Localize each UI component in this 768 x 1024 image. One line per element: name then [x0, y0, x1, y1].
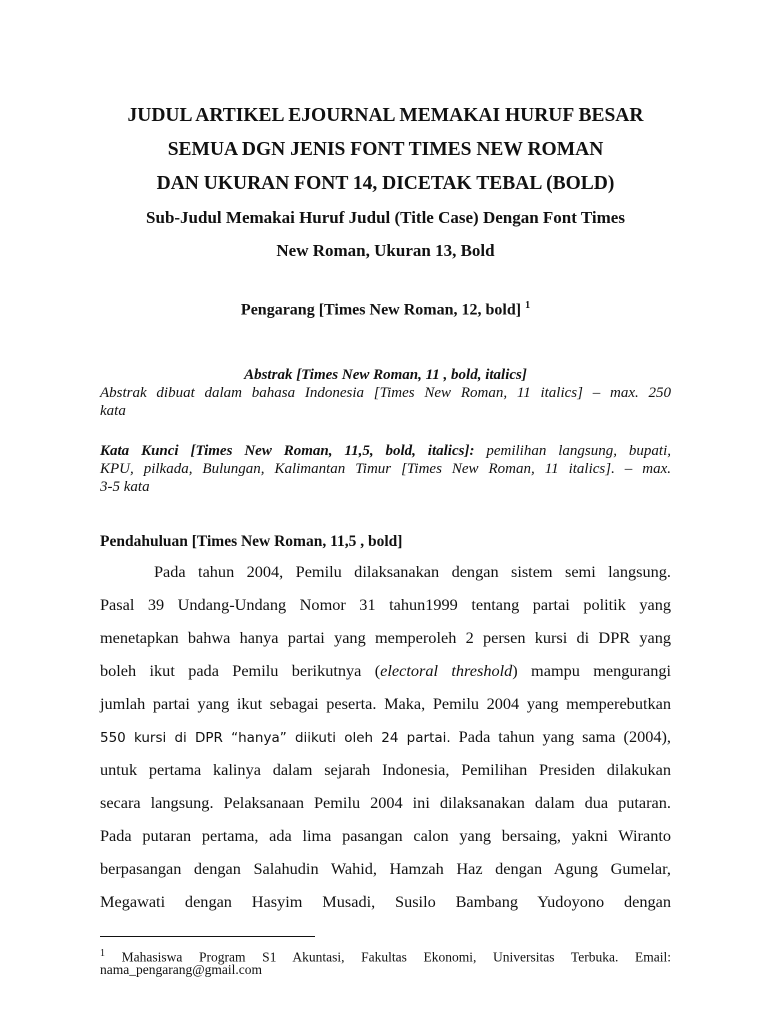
footnote-ref: 1: [525, 300, 531, 311]
body-line: 550 kursi di DPR “hanya” diikuti oleh 24 partai. Pada tahun yang sama (2004),: [100, 727, 671, 746]
body-line: Pasal 39 Undang-Undang Nomor 31 tahun1999 tentang partai politik yang: [100, 595, 671, 614]
subtitle-line: New Roman, Ukuran 13, Bold: [276, 241, 495, 260]
title-line: JUDUL ARTIKEL EJOURNAL MEMAKAI HURUF BESAR: [127, 105, 644, 126]
keywords-line: KPU, pilkada, Bulungan, Kalimantan Timur [Times New Roman, 11 italics]. – max.: [100, 461, 671, 477]
body-line: Megawati dengan Hasyim Musadi, Susilo Bambang Yudoyono dengan: [100, 892, 671, 911]
title-line: SEMUA DGN JENIS FONT TIMES NEW ROMAN: [167, 139, 604, 160]
section-heading: Pendahuluan [Times New Roman, 11,5 , bold]: [100, 533, 403, 550]
keywords-line: Kata Kunci [Times New Roman, 11,5, bold, italics]: pemilihan langsung, bupati,: [100, 443, 671, 459]
footnote-divider: [100, 936, 315, 937]
body-line: secara langsung. Pelaksanaan Pemilu 2004 ini dilaksanakan dalam dua putaran.: [100, 793, 671, 812]
abstract-line: kata: [100, 403, 126, 419]
body-line: jumlah partai yang ikut sebagai peserta. Maka, Pemilu 2004 yang memperebutkan: [100, 694, 671, 713]
abstract-heading: Abstrak [Times New Roman, 11 , bold, italics]: [244, 367, 527, 383]
title-line: DAN UKURAN FONT 14, DICETAK TEBAL (BOLD): [156, 173, 615, 194]
footnote-line: $^1$ Mahasiswa Program S1 Akuntasi, Fakultas Ekonomi, Universitas Terbuka. Email:: [100, 948, 671, 965]
author: Pengarang [Times New Roman, 12, bold] $^1$: [240, 300, 531, 319]
body-line: boleh ikut pada Pemilu berikutnya (electoral threshold) mampu mengurangi: [100, 661, 671, 680]
body-line: menetapkan bahwa hanya partai yang memperoleh 2 persen kursi di DPR yang: [100, 628, 671, 647]
body-line: untuk pertama kalinya dalam sejarah Indonesia, Pemilihan Presiden dilakukan: [100, 760, 671, 779]
footnote-email: nama_pengarang@gmail.com: [100, 962, 262, 977]
subtitle-line: Sub-Judul Memakai Huruf Judul (Title Case) Dengan Font Times: [146, 208, 625, 227]
body-line: Pada tahun 2004, Pemilu dilaksanakan dengan sistem semi langsung.: [154, 562, 671, 581]
keywords-line: 3-5 kata: [100, 479, 150, 495]
body-line: berpasangan dengan Salahudin Wahid, Hamzah Haz dengan Agung Gumelar,: [100, 859, 671, 878]
body-line: Pada putaran pertama, ada lima pasangan calon yang bersaing, yakni Wiranto: [100, 826, 671, 845]
abstract-line: Abstrak dibuat dalam bahasa Indonesia [Times New Roman, 11 italics] – max. 250: [100, 385, 671, 401]
